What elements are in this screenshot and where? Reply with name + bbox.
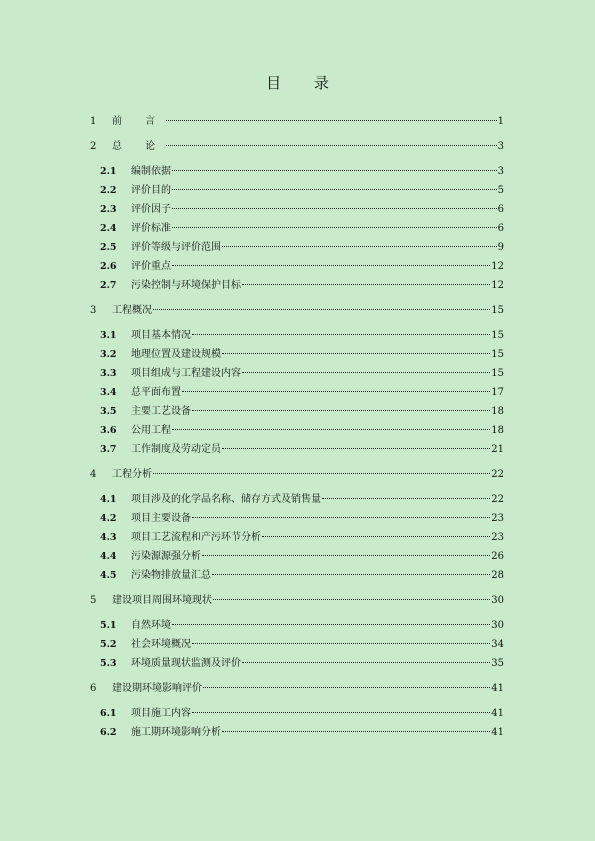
- toc-entry-page-number: 41: [491, 683, 504, 694]
- toc-entry-title: 编制依据: [131, 166, 171, 177]
- toc-dot-leader: [192, 516, 490, 518]
- toc-entry-page-number: 15: [491, 330, 504, 341]
- toc-entry-title: 评价重点: [131, 261, 171, 272]
- toc-entry-title: 建设项目周围环境现状: [112, 595, 212, 606]
- toc-dot-leader: [172, 188, 497, 190]
- toc-section-entry[interactable]: [90, 566, 504, 585]
- toc-entry-page-number: 23: [491, 532, 504, 543]
- toc-dot-leader: [242, 371, 490, 373]
- toc-dot-leader: [213, 598, 490, 600]
- toc-entry-title: 污染源源强分析: [131, 551, 201, 562]
- toc-section-entry[interactable]: [90, 200, 504, 219]
- toc-section-entry[interactable]: [90, 162, 504, 181]
- toc-chapter-entry[interactable]: [90, 301, 504, 320]
- toc-entry-page-number: 6: [497, 223, 504, 234]
- toc-dot-leader: [172, 169, 497, 171]
- toc-dot-leader: [153, 472, 490, 474]
- toc-entry-title: 总 论: [112, 141, 166, 152]
- toc-entry-number: 5.1: [100, 620, 117, 631]
- toc-section-entry[interactable]: [90, 402, 504, 421]
- toc-entry-page-number: 15: [491, 349, 504, 360]
- toc-chapter-entry[interactable]: [90, 112, 504, 131]
- toc-entry-page-number: 1: [497, 116, 504, 127]
- toc-entry-title: 总平面布置: [131, 387, 181, 398]
- toc-dot-leader: [242, 283, 490, 285]
- page-title: 目 录: [266, 74, 343, 92]
- toc-entry-title: 工程概况: [112, 305, 152, 316]
- toc-entry-title: 前 言: [112, 116, 166, 127]
- toc-entry-page-number: 26: [491, 551, 504, 562]
- toc-section-entry[interactable]: [90, 723, 504, 742]
- toc-entry-title: 污染控制与环境保护目标: [131, 280, 241, 291]
- toc-entry-title: 项目施工内容: [131, 708, 191, 719]
- toc-dot-leader: [192, 409, 490, 411]
- toc-dot-leader: [182, 390, 490, 392]
- toc-entry-title: 项目基本情况: [131, 330, 191, 341]
- toc-entry-page-number: 23: [491, 513, 504, 524]
- toc-section-entry[interactable]: [90, 490, 504, 509]
- toc-dot-leader: [222, 447, 490, 449]
- toc-entry-number: 2.2: [100, 185, 117, 196]
- toc-chapter-entry[interactable]: [90, 465, 504, 484]
- toc-entry-page-number: 9: [497, 242, 504, 253]
- toc-entry-title: 评价目的: [131, 185, 171, 196]
- toc-entry-title: 评价因子: [131, 204, 171, 215]
- toc-entry-number: 2.3: [100, 204, 117, 215]
- toc-entry-page-number: 5: [497, 185, 504, 196]
- toc-entry-page-number: 22: [491, 494, 504, 505]
- toc-section-entry[interactable]: [90, 257, 504, 276]
- toc-entry-number: 2.4: [100, 223, 117, 234]
- toc-dot-leader: [192, 333, 490, 335]
- toc-dot-leader: [192, 642, 490, 644]
- toc-section-entry[interactable]: [90, 181, 504, 200]
- toc-entry-title: 自然环境: [131, 620, 171, 631]
- toc-entry-page-number: 18: [491, 406, 504, 417]
- toc-section-entry[interactable]: [90, 276, 504, 295]
- toc-dot-leader: [172, 264, 490, 266]
- toc-entry-number: 6.1: [100, 708, 117, 719]
- table-of-contents: [90, 112, 504, 742]
- toc-section-entry[interactable]: [90, 364, 504, 383]
- toc-entry-page-number: 34: [491, 639, 504, 650]
- toc-entry-number: 2.1: [100, 166, 117, 177]
- toc-entry-page-number: 30: [491, 595, 504, 606]
- toc-dot-leader: [262, 535, 490, 537]
- toc-entry-title: 项目主要设备: [131, 513, 191, 524]
- toc-section-entry[interactable]: [90, 635, 504, 654]
- toc-dot-leader: [222, 352, 490, 354]
- toc-entry-title: 公用工程: [131, 425, 171, 436]
- toc-dot-leader: [242, 661, 490, 663]
- toc-entry-title: 工程分析: [112, 469, 152, 480]
- toc-chapter-entry[interactable]: [90, 591, 504, 610]
- toc-chapter-entry[interactable]: [90, 137, 504, 156]
- toc-section-entry[interactable]: [90, 440, 504, 459]
- toc-section-entry[interactable]: [90, 547, 504, 566]
- toc-entry-number: 4.5: [100, 570, 117, 581]
- toc-entry-number: 3.6: [100, 425, 117, 436]
- toc-dot-leader: [172, 226, 497, 228]
- toc-entry-title: 建设期环境影响评价: [112, 683, 202, 694]
- toc-entry-page-number: 3: [497, 141, 504, 152]
- toc-chapter-entry[interactable]: [90, 679, 504, 698]
- toc-entry-number: 3.3: [100, 368, 117, 379]
- toc-entry-title: 项目涉及的化学品名称、储存方式及销售量: [131, 494, 321, 505]
- toc-entry-page-number: 21: [491, 444, 504, 455]
- toc-entry-title: 主要工艺设备: [131, 406, 191, 417]
- toc-dot-leader: [222, 245, 497, 247]
- toc-section-entry[interactable]: [90, 326, 504, 345]
- toc-section-entry[interactable]: [90, 616, 504, 635]
- toc-entry-number: 5.3: [100, 658, 117, 669]
- toc-entry-number: 4.3: [100, 532, 117, 543]
- toc-section-entry[interactable]: [90, 345, 504, 364]
- toc-dot-leader: [222, 730, 490, 732]
- toc-entry-number: 1: [90, 116, 97, 127]
- toc-section-entry[interactable]: [90, 704, 504, 723]
- toc-entry-number: 3.4: [100, 387, 117, 398]
- toc-dot-leader: [192, 711, 490, 713]
- toc-entry-number: 2.7: [100, 280, 117, 291]
- toc-entry-number: 6.2: [100, 727, 117, 738]
- toc-entry-number: 2.6: [100, 261, 117, 272]
- toc-dot-leader: [172, 623, 490, 625]
- toc-entry-title: 项目工艺流程和产污环节分析: [131, 532, 261, 543]
- toc-entry-page-number: 35: [491, 658, 504, 669]
- toc-entry-page-number: 12: [491, 261, 504, 272]
- toc-entry-page-number: 17: [491, 387, 504, 398]
- toc-entry-title: 污染物排放量汇总: [131, 570, 211, 581]
- toc-entry-title: 项目组成与工程建设内容: [131, 368, 241, 379]
- toc-dot-leader: [212, 573, 490, 575]
- toc-entry-title: 工作制度及劳动定员: [131, 444, 221, 455]
- toc-section-entry[interactable]: [90, 654, 504, 673]
- toc-entry-number: 2: [90, 141, 97, 152]
- toc-entry-number: 6: [90, 683, 97, 694]
- toc-section-entry[interactable]: [90, 238, 504, 257]
- toc-section-entry[interactable]: [90, 509, 504, 528]
- toc-entry-title: 施工期环境影响分析: [131, 727, 221, 738]
- toc-entry-page-number: 3: [497, 166, 504, 177]
- toc-entry-page-number: 41: [491, 727, 504, 738]
- toc-entry-page-number: 6: [497, 204, 504, 215]
- toc-entry-title: 地理位置及建设规模: [131, 349, 221, 360]
- toc-dot-leader: [172, 207, 497, 209]
- toc-entry-page-number: 18: [491, 425, 504, 436]
- toc-dot-leader: [322, 497, 490, 499]
- toc-entry-title: 评价标准: [131, 223, 171, 234]
- toc-entry-number: 4: [90, 469, 97, 480]
- toc-entry-number: 3.7: [100, 444, 117, 455]
- toc-section-entry[interactable]: [90, 219, 504, 238]
- toc-entry-page-number: 22: [491, 469, 504, 480]
- toc-entry-number: 5.2: [100, 639, 117, 650]
- toc-entry-page-number: 30: [491, 620, 504, 631]
- toc-entry-number: 4.2: [100, 513, 117, 524]
- toc-section-entry[interactable]: [90, 421, 504, 440]
- toc-entry-page-number: 28: [491, 570, 504, 581]
- toc-entry-number: 4.4: [100, 551, 117, 562]
- toc-dot-leader: [166, 144, 496, 146]
- toc-dot-leader: [203, 686, 490, 688]
- toc-entry-page-number: 15: [491, 305, 504, 316]
- toc-entry-page-number: 15: [491, 368, 504, 379]
- toc-entry-page-number: 41: [491, 708, 504, 719]
- toc-entry-number: 4.1: [100, 494, 117, 505]
- toc-dot-leader: [172, 428, 490, 430]
- toc-entry-number: 5: [90, 595, 97, 606]
- toc-entry-number: 3.1: [100, 330, 117, 341]
- toc-dot-leader: [153, 308, 490, 310]
- toc-section-entry[interactable]: [90, 528, 504, 547]
- toc-entry-number: 2.5: [100, 242, 117, 253]
- toc-entry-page-number: 12: [491, 280, 504, 291]
- toc-dot-leader: [202, 554, 490, 556]
- toc-entry-title: 环境质量现状监测及评价: [131, 658, 241, 669]
- toc-entry-title: 社会环境概况: [131, 639, 191, 650]
- toc-section-entry[interactable]: [90, 383, 504, 402]
- toc-entry-title: 评价等级与评价范围: [131, 242, 221, 253]
- toc-entry-number: 3.5: [100, 406, 117, 417]
- toc-entry-number: 3.2: [100, 349, 117, 360]
- toc-entry-number: 3: [90, 305, 97, 316]
- toc-dot-leader: [166, 119, 496, 121]
